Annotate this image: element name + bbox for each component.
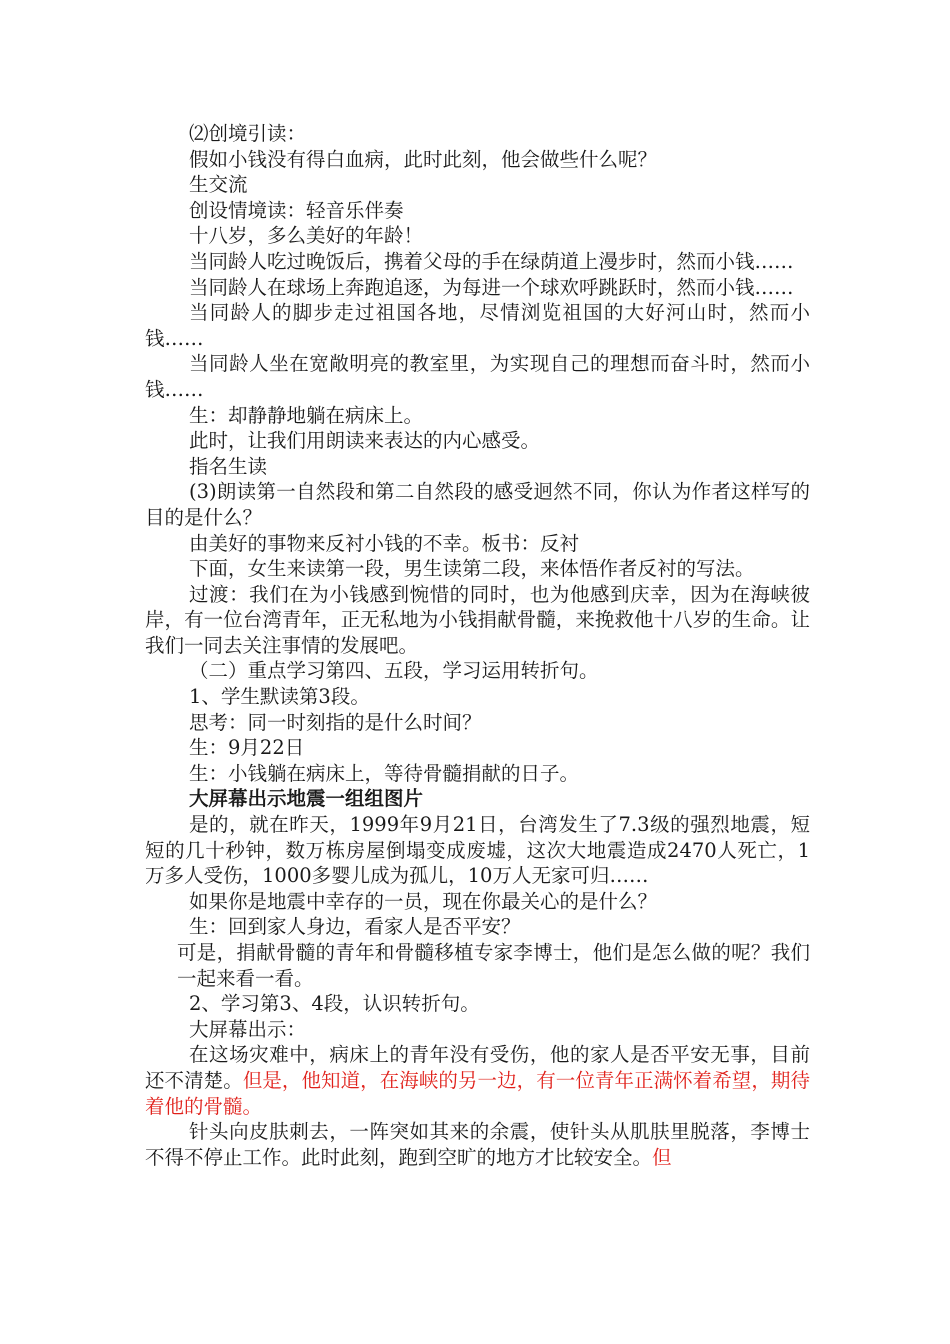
paragraph-peers-travelling: 当同龄人的脚步走过祖国各地，尽情浏览祖国的大好河山时，然而小钱……	[145, 301, 810, 350]
paragraph-named-reading: 指名生读	[189, 454, 268, 478]
paragraph-music-reading: 创设情境读：轻音乐伴奏	[189, 198, 404, 222]
paragraph-eighteen: 十八岁，多么美好的年龄！	[189, 224, 424, 248]
paragraph-learn-turning-sentence: 2、学习第3、4段，认识转折句。	[189, 992, 480, 1016]
paragraph-peers-classroom: 当同龄人坐在宽敞明亮的教室里，为实现自己的理想而奋斗时，然而小钱……	[145, 352, 810, 401]
paragraph-disaster-quote	[145, 1042, 810, 1119]
paragraph-peers-walking: 当同龄人吃过晚饭后，携着父母的手在绿荫道上漫步时，然而小钱……	[189, 249, 794, 273]
paragraph-student-exchange: 生交流	[189, 173, 248, 197]
paragraph-question-if-healthy: 假如小钱没有得白血病，此时此刻，他会做些什么呢？	[189, 147, 658, 171]
quote-emphasis-red: 但是，他知道，在海峡的另一边，有一位青年正满怀着希望，期待着他的骨髓。	[145, 1068, 810, 1118]
paragraph-scene-reading-heading: ⑵创境引读：	[189, 122, 307, 145]
paragraph-big-screen: 大屏幕出示：	[189, 1017, 307, 1041]
quote-text: 针头向皮肤刺去，一阵突如其来的余震，使针头从肌肤里脱落，李博士不得不停止工作。此时此刻，跑到空旷的地方才比较安全。	[145, 1120, 810, 1169]
paragraph-silent-reading: 1、学生默读第3段。	[189, 685, 370, 709]
document-body	[145, 121, 810, 1170]
paragraph-section-two-heading: （二）重点学习第四、五段，学习运用转折句。	[189, 659, 599, 683]
paragraph-aftershock-quote	[145, 1119, 810, 1170]
paragraph-survivor-answer: 生：回到家人身边，看家人是否平安？	[189, 915, 521, 939]
paragraph-student-answer-bed: 生：却静静地躺在病床上。	[189, 403, 424, 427]
paragraph-contrast-question: (3)朗读第一自然段和第二自然段的感受迥然不同，你认为作者这样写的目的是什么？	[145, 480, 810, 529]
paragraph-girls-boys-reading: 下面，女生来读第一段，男生读第二段，来体悟作者反衬的写法。	[189, 557, 755, 581]
paragraph-contrast-answer: 由美好的事物来反衬小钱的不幸。板书：反衬	[189, 531, 580, 555]
paragraph-survivor-question: 如果你是地震中幸存的一员，现在你最关心的是什么？	[189, 889, 658, 913]
paragraph-answer-waiting: 生：小钱躺在病床上，等待骨髓捐献的日子。	[189, 761, 580, 785]
paragraph-donor-question: 可是，捐献骨髓的青年和骨髓移植专家李博士，他们是怎么做的呢？我们一起来看一看。	[177, 941, 810, 990]
paragraph-earthquake-facts: 是的，就在昨天，1999年9月21日，台湾发生了7.3级的强烈地震，短短的几十秒钟，数万栋房屋倒塌变成废墟，这次大地震造成2470人死亡，1万多人受伤，1000多婴儿成为孤儿，10万人无家可归……	[145, 813, 810, 888]
paragraph-peers-playing: 当同龄人在球场上奔跑追逐，为每进一个球欢呼跳跃时，然而小钱……	[189, 275, 794, 299]
paragraph-read-aloud: 此时，让我们用朗读来表达的内心感受。	[189, 429, 541, 453]
paragraph-answer-date: 生：9月22日	[189, 736, 305, 760]
paragraph-transition: 过渡：我们在为小钱感到惋惜的同时，也为他感到庆幸，因为在海峡彼岸，有一位台湾青年，正无私地为小钱捐献骨髓，来挽救他十八岁的生命。让我们一同去关注事情的发展吧。	[145, 582, 810, 657]
quote-emphasis-red: 但	[652, 1145, 672, 1169]
quote-text: 在这场灾难中，病床上的青年没有受伤，他的家人是否平安无事，目前还不清楚。	[145, 1043, 810, 1092]
paragraph-earthquake-images: 大屏幕出示地震一组组图片	[189, 787, 424, 811]
paragraph-think-question: 思考：同一时刻指的是什么时间？	[189, 710, 482, 734]
